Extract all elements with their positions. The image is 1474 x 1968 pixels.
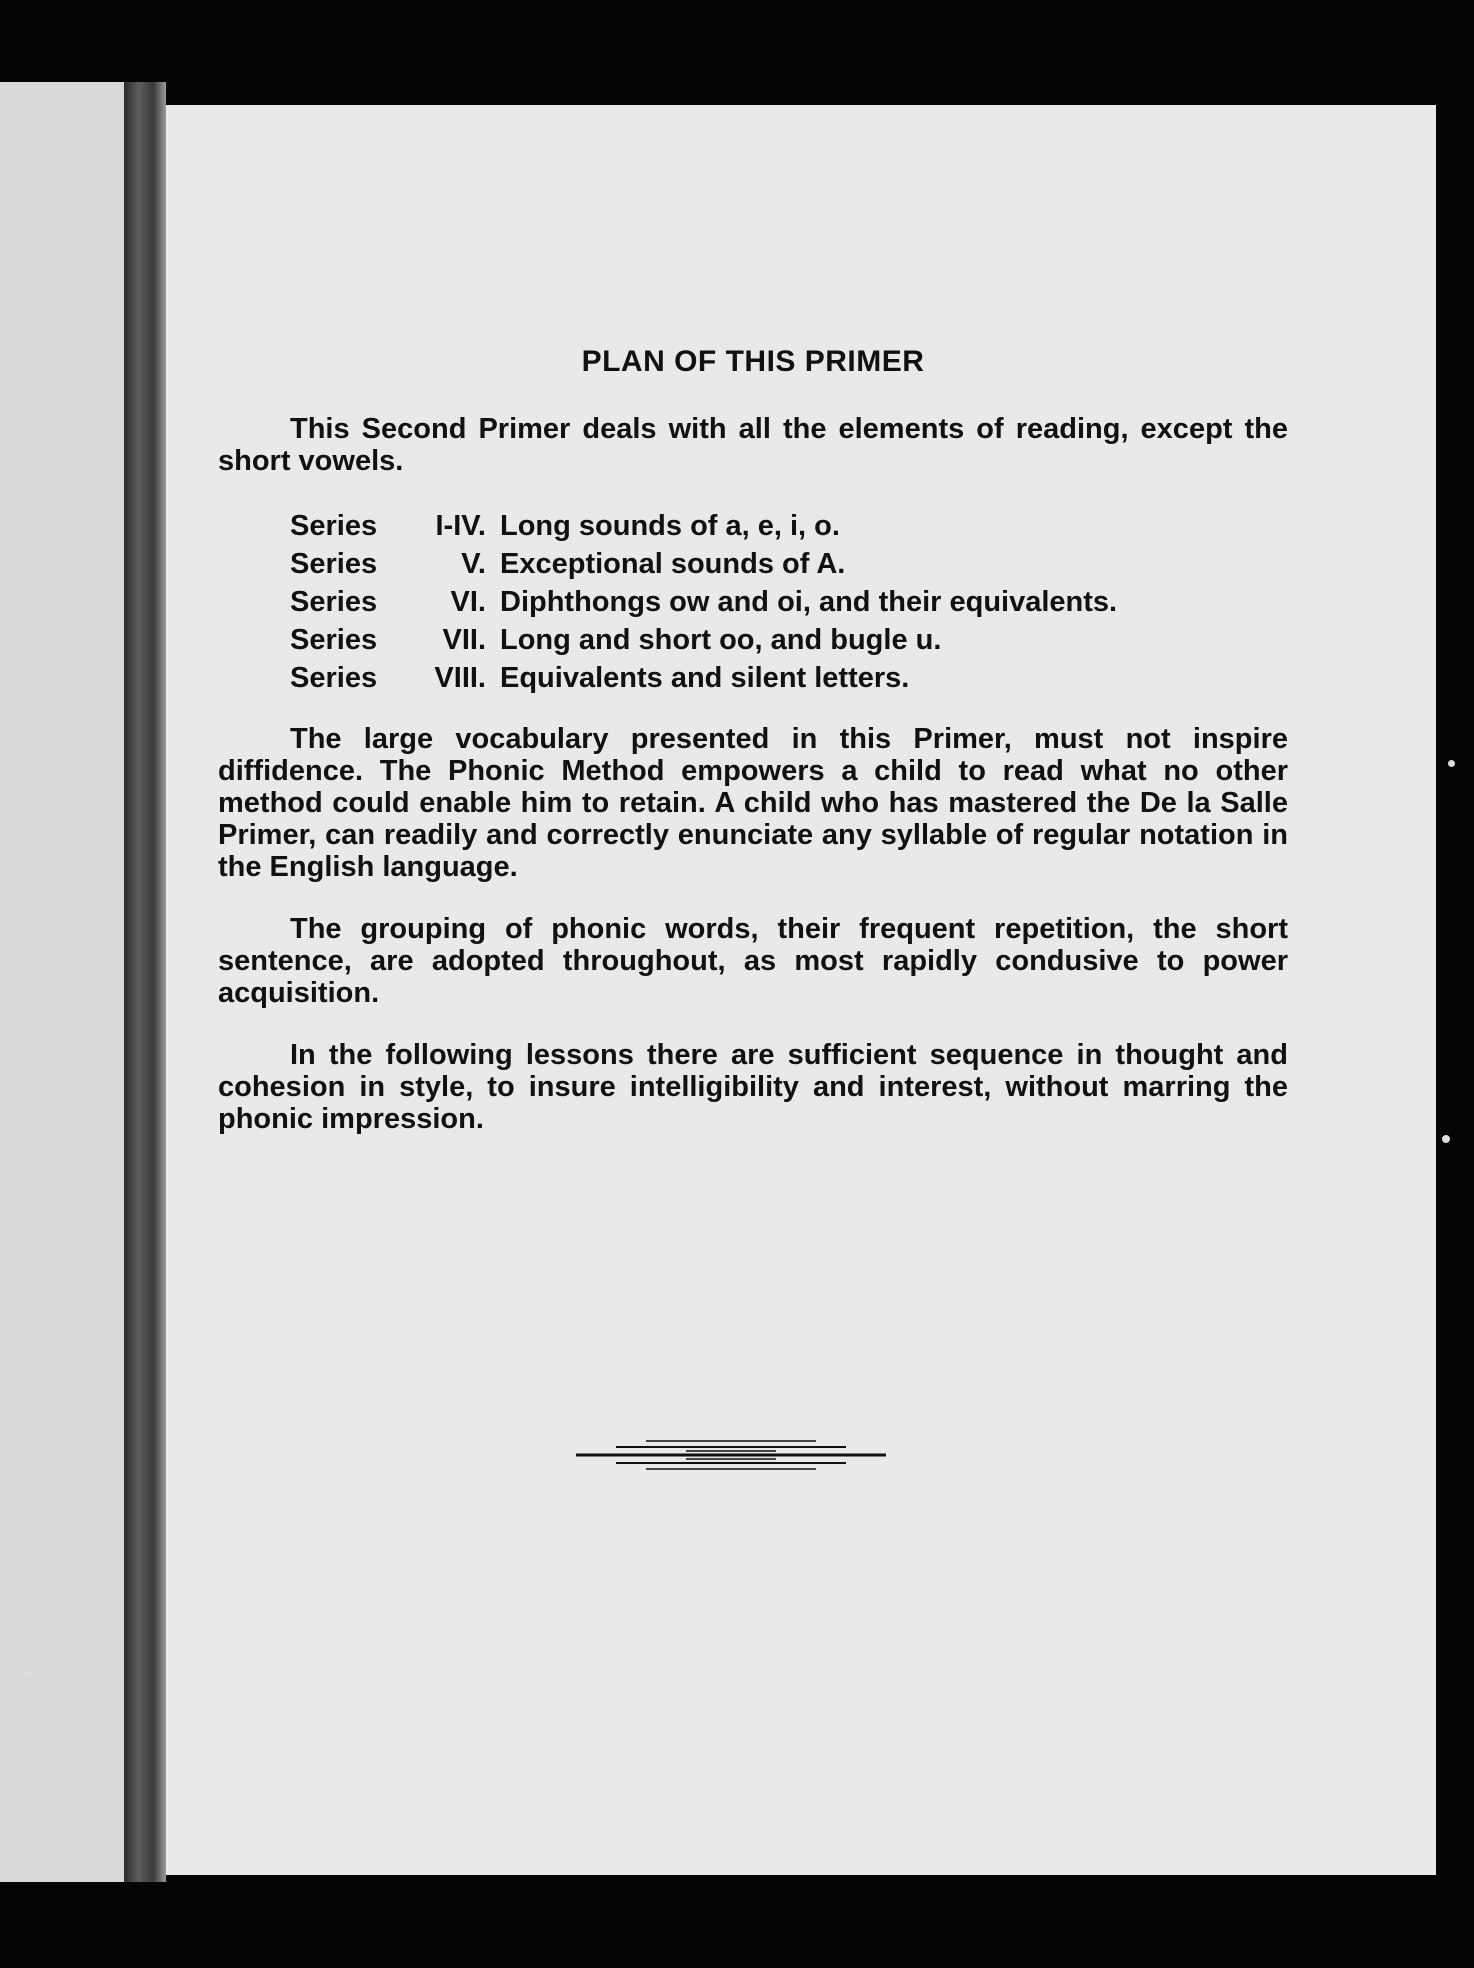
body-paragraph: The grouping of phonic words, their frequent repetition, the short sentence, are adopted throughout, as most rapidly condusive to power acquisition. xyxy=(218,913,1288,1009)
book-page xyxy=(166,105,1436,1875)
series-number: V. xyxy=(461,548,486,580)
series-label: Series xyxy=(290,510,378,542)
series-number: VIII. xyxy=(434,662,486,694)
decorative-rule-ornament xyxy=(576,1435,886,1475)
scan-speck xyxy=(24,1670,32,1676)
series-description: Equivalents and silent letters. xyxy=(500,662,910,694)
series-item xyxy=(290,659,1288,697)
body-paragraph: The large vocabulary presented in this Primer, must not inspire diffidence. The Phonic Method empowers a child to read what no other method could enable him to retain. A child who has mastered the De la Salle Primer, can readily and correctly enunciate any syllable of regular notation in the English language. xyxy=(218,723,1288,883)
series-item xyxy=(290,545,1288,583)
scan-speck xyxy=(1448,760,1455,767)
series-number: I-IV. xyxy=(435,510,486,542)
series-number: VII. xyxy=(442,624,486,656)
scan-speck xyxy=(1442,1135,1450,1143)
intro-paragraph: This Second Primer deals with all the elements of reading, except the short vowels. xyxy=(218,413,1288,477)
series-item xyxy=(290,583,1288,621)
series-label: Series xyxy=(290,548,378,580)
series-label: Series xyxy=(290,662,378,694)
page-title: PLAN OF THIS PRIMER xyxy=(581,345,925,378)
series-description: Long and short oo, and bugle u. xyxy=(500,624,942,656)
series-description: Long sounds of a, e, i, o. xyxy=(500,510,840,542)
series-list xyxy=(290,507,1288,697)
body-paragraph: In the following lessons there are sufficient sequence in thought and cohesion in style, to insure intelligibility and interest, without marring the phonic impression. xyxy=(218,1039,1288,1135)
left-page-edge xyxy=(0,82,140,1882)
series-item xyxy=(290,621,1288,659)
series-label: Series xyxy=(290,586,378,618)
series-description: Exceptional sounds of A. xyxy=(500,548,846,580)
series-description: Diphthongs ow and oi, and their equivalents. xyxy=(500,586,1118,618)
series-label: Series xyxy=(290,624,378,656)
series-number: VI. xyxy=(450,586,486,618)
book-spine xyxy=(124,82,166,1882)
series-item xyxy=(290,507,1288,545)
page-content xyxy=(218,345,1288,1165)
